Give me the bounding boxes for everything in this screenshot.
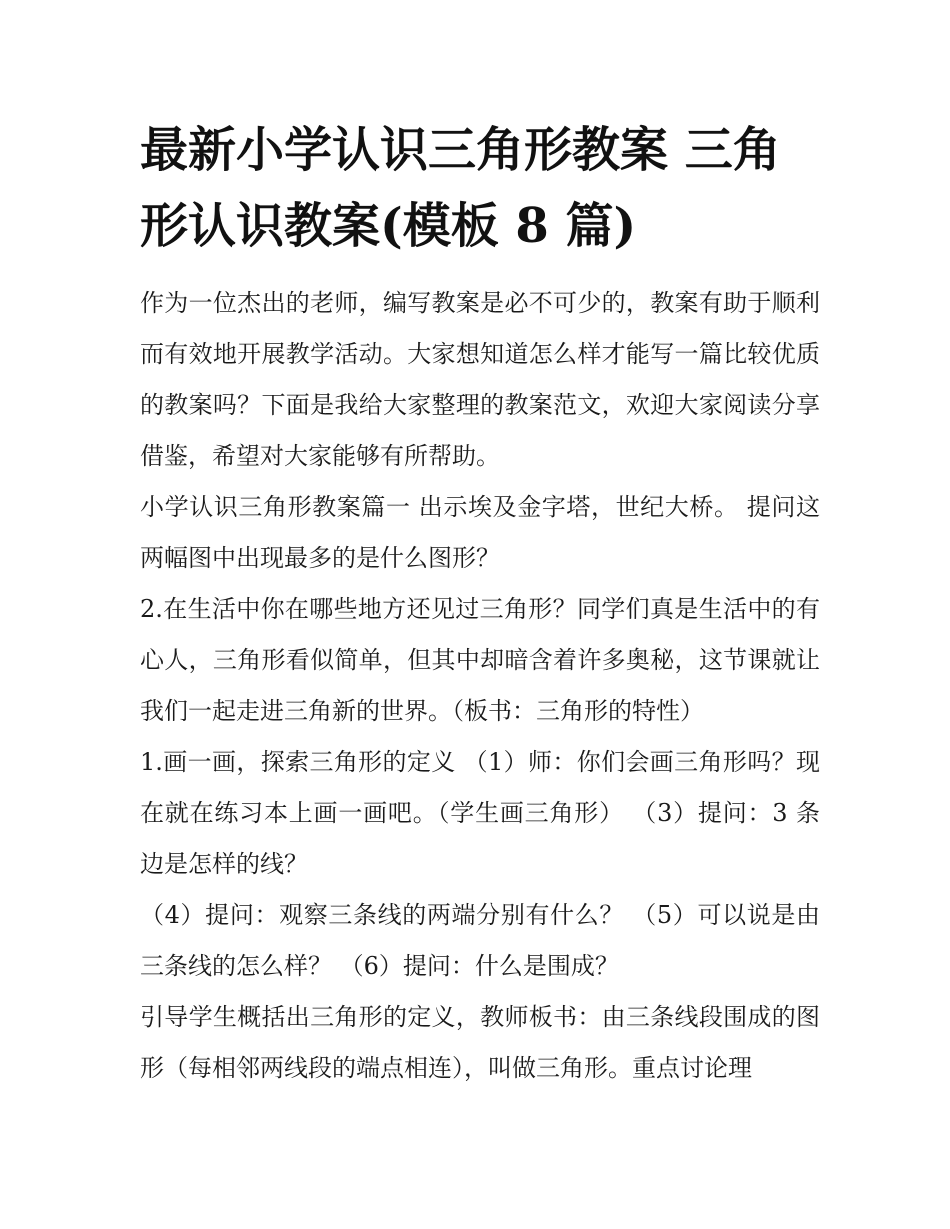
paragraph-intro: 作为一位杰出的老师，编写教案是必不可少的，教案有助于顺利而有效地开展教学活动。大家想知道怎么样才能写一篇比较优质的教案吗？下面是我给大家整理的教案范文，欢迎大家阅读分享借鉴，希望对大家能够有所帮助。	[140, 289, 820, 470]
paragraph-step-1-draw: 1.画一画，探索三角形的定义 （1）师：你们会画三角形吗？现在就在练习本上画一画吧。（学生画三角形） （3）提问：3 条边是怎样的线？	[140, 748, 820, 878]
paragraph-lesson-one: 小学认识三角形教案篇一 出示埃及金字塔，世纪大桥。 提问这两幅图中出现最多的是什么图形？	[140, 493, 820, 572]
document-title	[140, 112, 820, 264]
title-line-1: 最新小学认识三角形教案 三角	[140, 122, 781, 178]
paragraph-step-2: 2.在生活中你在哪些地方还见过三角形？同学们真是生活中的有心人，三角形看似简单，但其中却暗含着许多奥秘，这节课就让我们一起走进三角新的世界。（板书：三角形的特性）	[140, 595, 820, 725]
paragraph-questions: （4）提问：观察三条线的两端分别有什么？ （5）可以说是由三条线的怎么样？ （6）提问：什么是围成？	[140, 901, 820, 980]
document-body	[140, 112, 820, 1094]
title-line-2: 形认识教案(模板 8 篇)	[140, 198, 637, 254]
paragraph-definition: 引导学生概括出三角形的定义，教师板书：由三条线段围成的图形（每相邻两线段的端点相连），叫做三角形。重点讨论理	[140, 1003, 820, 1082]
